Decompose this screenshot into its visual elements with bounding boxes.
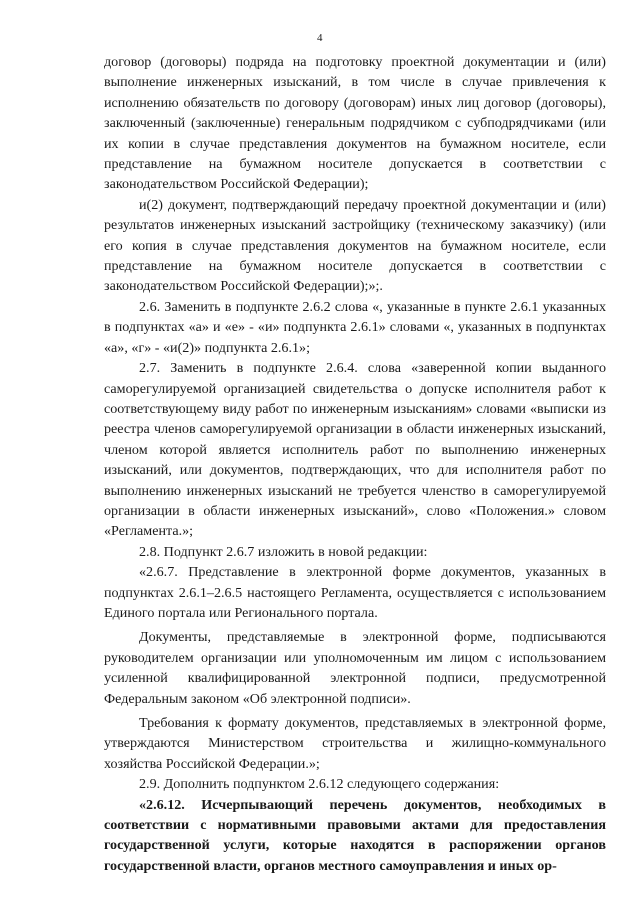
paragraph-item-2-7: 2.7. Заменить в подпункте 2.6.4. слова «заверенной копии выданного саморегулируемой организацией свидетельства о допуске исполнителя работ к соответствующему виду работ по инженерным изысканиям» словами «выписки из реестра членов саморегулируемой организации в области инженерных изысканий, членом которой является исполнитель работ по выполнению инженерных изысканий, или документов, подтверждающих, что для исполнителя работ по выполнению инженерных изысканий не требуется членство в саморегулируемой организации в области инженерных изысканий», слово «Положения.» словом «Регламента.»; <box>104 360 606 540</box>
paragraph-item-2-9: 2.9. Дополнить подпунктом 2.6.12 следующего содержания: <box>139 776 500 793</box>
paragraph-2-6-7: «2.6.7. Представление в электронной форме документов, указанных в подпунктах 2.6.1–2.6.5 настоящего Регламента, осуществляется с использованием Единого портала или Регионального портала. <box>104 564 606 621</box>
page-number: 4 <box>317 32 323 44</box>
paragraph-format-requirements: Требования к формату документов, представляемых в электронной форме, утверждаются Министерством строительства и жилищно-коммунального хозяйства Российской Федерации.»; <box>104 715 606 772</box>
paragraph-item-2-8: 2.8. Подпункт 2.6.7 изложить в новой редакции: <box>139 543 428 560</box>
paragraph-item-2-6: 2.6. Заменить в подпункте 2.6.2 слова «, указанные в пункте 2.6.1 указанных в подпунктах «а» и «е» - «и» подпункта 2.6.1» словами «, указанных в подпунктах «а», «г» - «и(2)» подпункта 2.6.1»; <box>104 298 606 356</box>
paragraph-contract: договор (договоры) подряда на подготовку проектной документации и (или) выполнение инженерных изысканий, в том числе в случае привлечения к исполнению обязательств по договору (договорам) иных лиц договор (договоры), заключенный (заключенные) генеральным подрядчиком с субподрядчиками (или их копии в случае представления документов на бумажном носителе, если представление на бумажном носителе допускается в соответствии с законодательством Российской Федерации); <box>104 54 606 193</box>
paragraph-electronic-signature: Документы, представляемые в электронной форме, подписываются руководителем организации или уполномоченным им лицом с использованием усиленной квалифицированной электронной подписи, предусмотренной Федеральным законом «Об электронной подписи». <box>104 629 606 707</box>
document-body <box>104 52 606 876</box>
paragraph-i2-document: и(2) документ, подтверждающий передачу проектной документации и (или) результатов инженерных изысканий застройщику (техническому заказчику) (или его копия в случае представления документов на бумажном носителе, если представление на бумажном носителе допускается в соответствии с законодательством Российской Федерации);»;. <box>104 196 606 295</box>
paragraph-2-6-12-bold: «2.6.12. Исчерпывающий перечень документов, необходимых в соответствии с нормативными правовыми актами для предоставления государственной услуги, которые находятся в распоряжении органов государственной власти, органов местного самоуправления и иных ор- <box>104 796 606 874</box>
